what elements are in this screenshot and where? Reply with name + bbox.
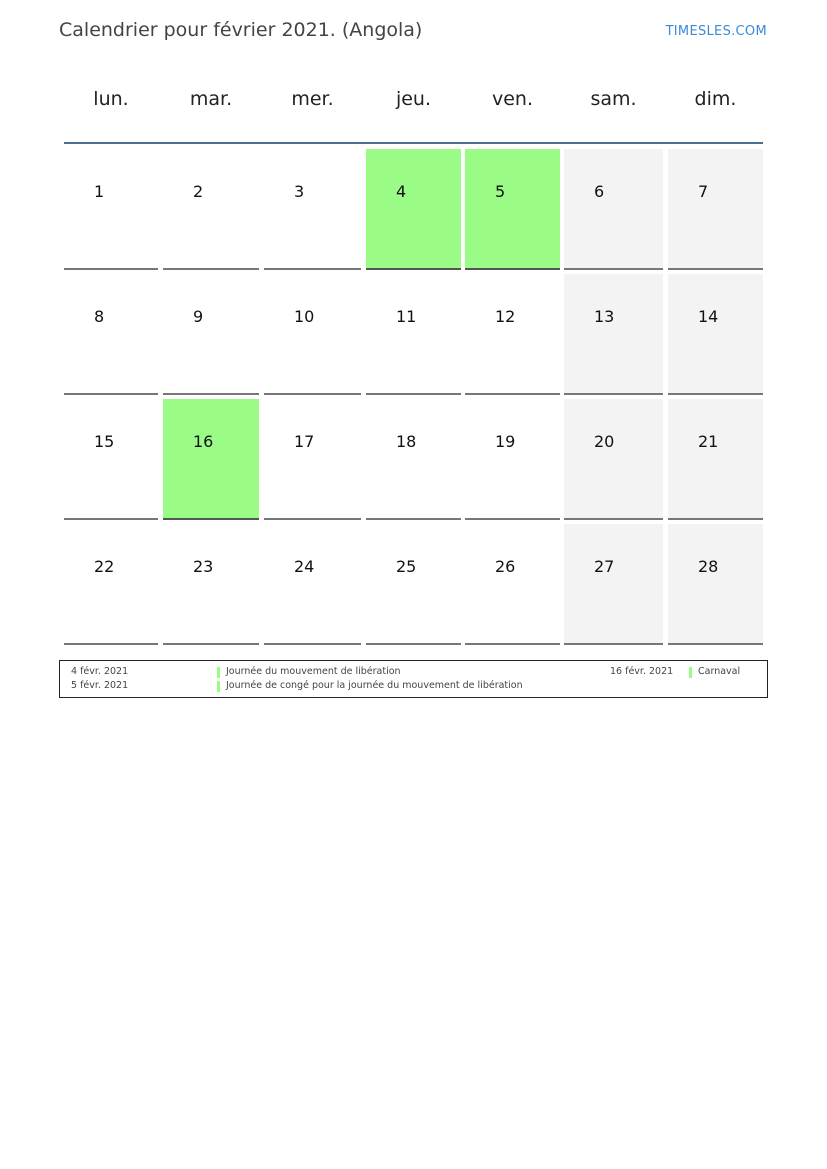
day-number: 14 (698, 307, 719, 326)
calendar-day[interactable] (366, 524, 461, 645)
calendar-day[interactable] (64, 399, 158, 520)
day-number: 21 (698, 432, 719, 451)
day-number: 3 (294, 182, 305, 201)
day-number: 22 (94, 557, 115, 576)
calendar-day[interactable] (163, 274, 259, 395)
day-number: 16 (193, 432, 214, 451)
day-number: 24 (294, 557, 315, 576)
day-number: 11 (396, 307, 417, 326)
holiday-color-marker (689, 667, 692, 678)
calendar-day[interactable] (264, 524, 361, 645)
day-number: 13 (594, 307, 615, 326)
holiday-legend (59, 660, 768, 698)
day-number: 19 (495, 432, 516, 451)
calendar-day[interactable] (465, 399, 560, 520)
day-number: 10 (294, 307, 315, 326)
weekday-header-row (60, 88, 766, 122)
day-number: 1 (94, 182, 105, 201)
day-number: 27 (594, 557, 615, 576)
day-number: 7 (698, 182, 709, 201)
holiday-color-marker (217, 681, 220, 692)
calendar-day[interactable] (465, 274, 560, 395)
calendar-day[interactable] (64, 274, 158, 395)
calendar-day[interactable] (564, 274, 663, 395)
legend-holiday-name: Journée de congé pour la journée du mouvement de libération (226, 680, 523, 691)
page-title: Calendrier pour février 2021. (Angola) (59, 19, 423, 41)
calendar-day[interactable] (264, 399, 361, 520)
calendar-day[interactable] (366, 274, 461, 395)
calendar-day-holiday[interactable] (163, 399, 259, 520)
weekday-label: mar. (189, 88, 233, 110)
day-number: 20 (594, 432, 615, 451)
calendar-day[interactable] (264, 274, 361, 395)
weekday-label: jeu. (395, 88, 432, 110)
calendar-day[interactable] (163, 524, 259, 645)
brand-link[interactable]: TIMESLES.COM (665, 24, 767, 39)
calendar-day[interactable] (564, 399, 663, 520)
calendar-day-holiday[interactable] (366, 149, 461, 270)
day-number: 23 (193, 557, 214, 576)
calendar-day[interactable] (64, 149, 158, 270)
day-number: 26 (495, 557, 516, 576)
legend-date: 16 févr. 2021 (610, 666, 674, 677)
calendar-day[interactable] (264, 149, 361, 270)
weekday-label: dim. (694, 88, 737, 110)
calendar-day[interactable] (668, 149, 763, 270)
day-number: 12 (495, 307, 516, 326)
weekday-label: sam. (590, 88, 637, 110)
day-number: 5 (495, 182, 506, 201)
header-divider (64, 142, 763, 144)
day-number: 15 (94, 432, 115, 451)
legend-date: 5 févr. 2021 (71, 680, 129, 691)
day-number: 28 (698, 557, 719, 576)
calendar-day[interactable] (64, 524, 158, 645)
day-number: 18 (396, 432, 417, 451)
weekday-label: lun. (93, 88, 129, 110)
legend-date: 4 févr. 2021 (71, 666, 129, 677)
calendar-day[interactable] (366, 399, 461, 520)
legend-holiday-name: Journée du mouvement de libération (226, 666, 401, 677)
calendar-day[interactable] (564, 524, 663, 645)
calendar-day[interactable] (668, 524, 763, 645)
calendar-day[interactable] (163, 149, 259, 270)
legend-holiday-name: Carnaval (698, 666, 741, 677)
weekday-label: ven. (491, 88, 533, 110)
calendar-day[interactable] (668, 399, 763, 520)
calendar-day[interactable] (668, 274, 763, 395)
calendar-day[interactable] (564, 149, 663, 270)
day-number: 2 (193, 182, 204, 201)
day-number: 17 (294, 432, 315, 451)
day-number: 4 (396, 182, 407, 201)
weekday-label: mer. (291, 88, 334, 110)
calendar-day[interactable] (465, 524, 560, 645)
day-number: 6 (594, 182, 605, 201)
holiday-color-marker (217, 667, 220, 678)
day-number: 8 (94, 307, 105, 326)
day-number: 25 (396, 557, 417, 576)
day-number: 9 (193, 307, 204, 326)
calendar-day-holiday[interactable] (465, 149, 560, 270)
